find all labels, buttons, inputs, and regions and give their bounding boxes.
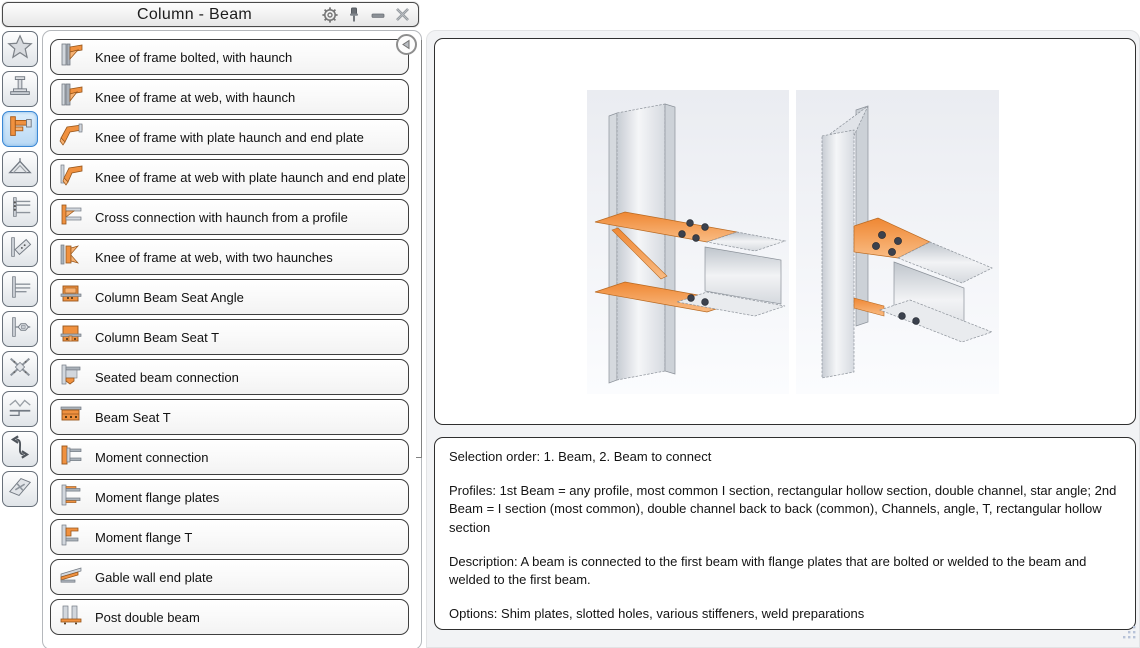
knee-frame-bolted-icon [58, 42, 84, 73]
base-plate-icon [6, 73, 34, 106]
toolbar-button-splice[interactable] [2, 191, 38, 227]
seat-angle-icon [58, 282, 84, 313]
beam-web-icon [6, 273, 34, 306]
toolbar-button-beam-to-web[interactable] [2, 271, 38, 307]
info-paragraph-3: Description: A beam is connected to the first beam with flange plates that are bolted or welded to the beam and welded to the first beam. [449, 553, 1087, 587]
list-item-knee-web-plate-haunch[interactable] [50, 159, 409, 195]
list-item-label: Gable wall end plate [95, 569, 213, 585]
list-item-post-double-beam[interactable] [50, 599, 409, 635]
list-item-label: Knee of frame bolted, with haunch [95, 49, 293, 65]
list-item-label: Post double beam [95, 609, 200, 625]
list-item-knee-plate-haunch[interactable] [50, 119, 409, 155]
apex-icon [6, 153, 34, 186]
pin-button[interactable] [344, 5, 364, 25]
connection-category-toolbar [2, 31, 39, 511]
preview-panel [434, 38, 1136, 425]
page-title: Column - Beam [136, 5, 253, 23]
turnbuckle-icon [6, 313, 34, 346]
gable-end-plate-icon [58, 562, 84, 593]
info-paragraph-4: Options: Shim plates, slotted holes, various stiffeners, weld preparations [449, 606, 865, 622]
detail-pane [426, 30, 1140, 648]
list-item-label: Column Beam Seat T [95, 329, 220, 345]
window-titlebar [2, 2, 419, 27]
knee-web-plate-haunch-icon [58, 162, 84, 193]
list-item-label: Moment flange T [95, 529, 193, 545]
settings-button[interactable] [320, 5, 340, 25]
list-item-moment-connection[interactable] [50, 439, 409, 475]
toolbar-button-cross-bracing[interactable] [2, 351, 38, 387]
star-icon [6, 33, 34, 66]
toolbar-button-brace-gusset[interactable] [2, 231, 38, 267]
gear-icon [321, 6, 339, 24]
list-item-moment-flange-plates[interactable] [50, 479, 409, 515]
cross-bracing-icon [6, 353, 34, 386]
list-item-label: Beam Seat T [95, 409, 171, 425]
list-item-label: Cross connection with haunch from a profile [95, 209, 348, 225]
list-item-seat-t[interactable] [50, 319, 409, 355]
connection-list-panel [42, 30, 422, 648]
list-item-beam-seat-t[interactable] [50, 399, 409, 435]
beam-seat-t-icon [58, 402, 84, 433]
pin-icon [347, 6, 361, 24]
toolbar-button-base-plate[interactable] [2, 71, 38, 107]
knee-two-haunches-icon [58, 242, 84, 273]
column-beam-icon [6, 113, 34, 146]
toolbar-button-turnbuckle[interactable] [2, 311, 38, 347]
toolbar-button-purlin[interactable] [2, 391, 38, 427]
list-item-seated-beam[interactable] [50, 359, 409, 395]
brace-gusset-icon [6, 233, 34, 266]
list-item-label: Column Beam Seat Angle [95, 289, 244, 305]
close-icon [394, 6, 411, 23]
moment-flange-plates-icon [58, 482, 84, 513]
list-item-label: Knee of frame at web, with haunch [95, 89, 296, 105]
moment-connection-icon [58, 442, 84, 473]
collapse-panel-button[interactable] [396, 34, 417, 55]
toolbar-button-plate-cut[interactable] [2, 471, 38, 507]
list-scrollbar[interactable] [416, 40, 422, 458]
list-item-gable-end-plate[interactable] [50, 559, 409, 595]
toolbar-button-favorites[interactable] [2, 31, 38, 67]
toolbar-button-column-beam[interactable] [2, 111, 38, 147]
list-item-seat-angle[interactable] [50, 279, 409, 315]
list-item-label: Knee of frame at web with plate haunch and end plate [95, 169, 406, 185]
knee-frame-web-icon [58, 82, 84, 113]
info-paragraph-2: Profiles: 1st Beam = any profile, most common I section, rectangular hollow section, double channel, star angle; 2nd Beam = I section (most common), double channel back to back (common), Channels, angle, T, rectangular hollow section [449, 483, 1117, 535]
connection-3d-left [587, 90, 789, 394]
cross-haunch-icon [58, 202, 84, 233]
list-item-label: Seated beam connection [95, 369, 239, 385]
list-item-knee-two-haunches[interactable] [50, 239, 409, 275]
knee-plate-haunch-icon [58, 122, 84, 153]
collapse-left-icon [401, 39, 412, 50]
list-item-moment-flange-t[interactable] [50, 519, 409, 555]
list-item-label: Knee of frame with plate haunch and end plate [95, 129, 364, 145]
list-item-label: Moment connection [95, 449, 209, 465]
s-arrows-icon [6, 433, 34, 466]
toolbar-button-apex[interactable] [2, 151, 38, 187]
plate-x-icon [6, 473, 34, 506]
list-item-label: Moment flange plates [95, 489, 220, 505]
moment-flange-t-icon [58, 522, 84, 553]
purlin-icon [6, 393, 34, 426]
list-item-cross-haunch[interactable] [50, 199, 409, 235]
post-double-beam-icon [58, 602, 84, 633]
connection-description-panel [434, 437, 1136, 630]
connection-3d-right [796, 90, 999, 394]
splice-icon [6, 193, 34, 226]
seated-beam-icon [58, 362, 84, 393]
toolbar-button-workflow-arrows[interactable] [2, 431, 38, 467]
minimize-icon [370, 7, 386, 23]
seat-t-icon [58, 322, 84, 353]
close-button[interactable] [392, 5, 412, 25]
minimize-button[interactable] [368, 5, 388, 25]
list-item-knee-frame-bolted[interactable] [50, 39, 409, 75]
list-item-knee-frame-web[interactable] [50, 79, 409, 115]
resize-grip[interactable] [1118, 621, 1138, 646]
list-item-label: Knee of frame at web, with two haunches [95, 249, 333, 265]
connection-3d-preview [587, 90, 999, 394]
info-paragraph-1: Selection order: 1. Beam, 2. Beam to connect [449, 449, 712, 464]
